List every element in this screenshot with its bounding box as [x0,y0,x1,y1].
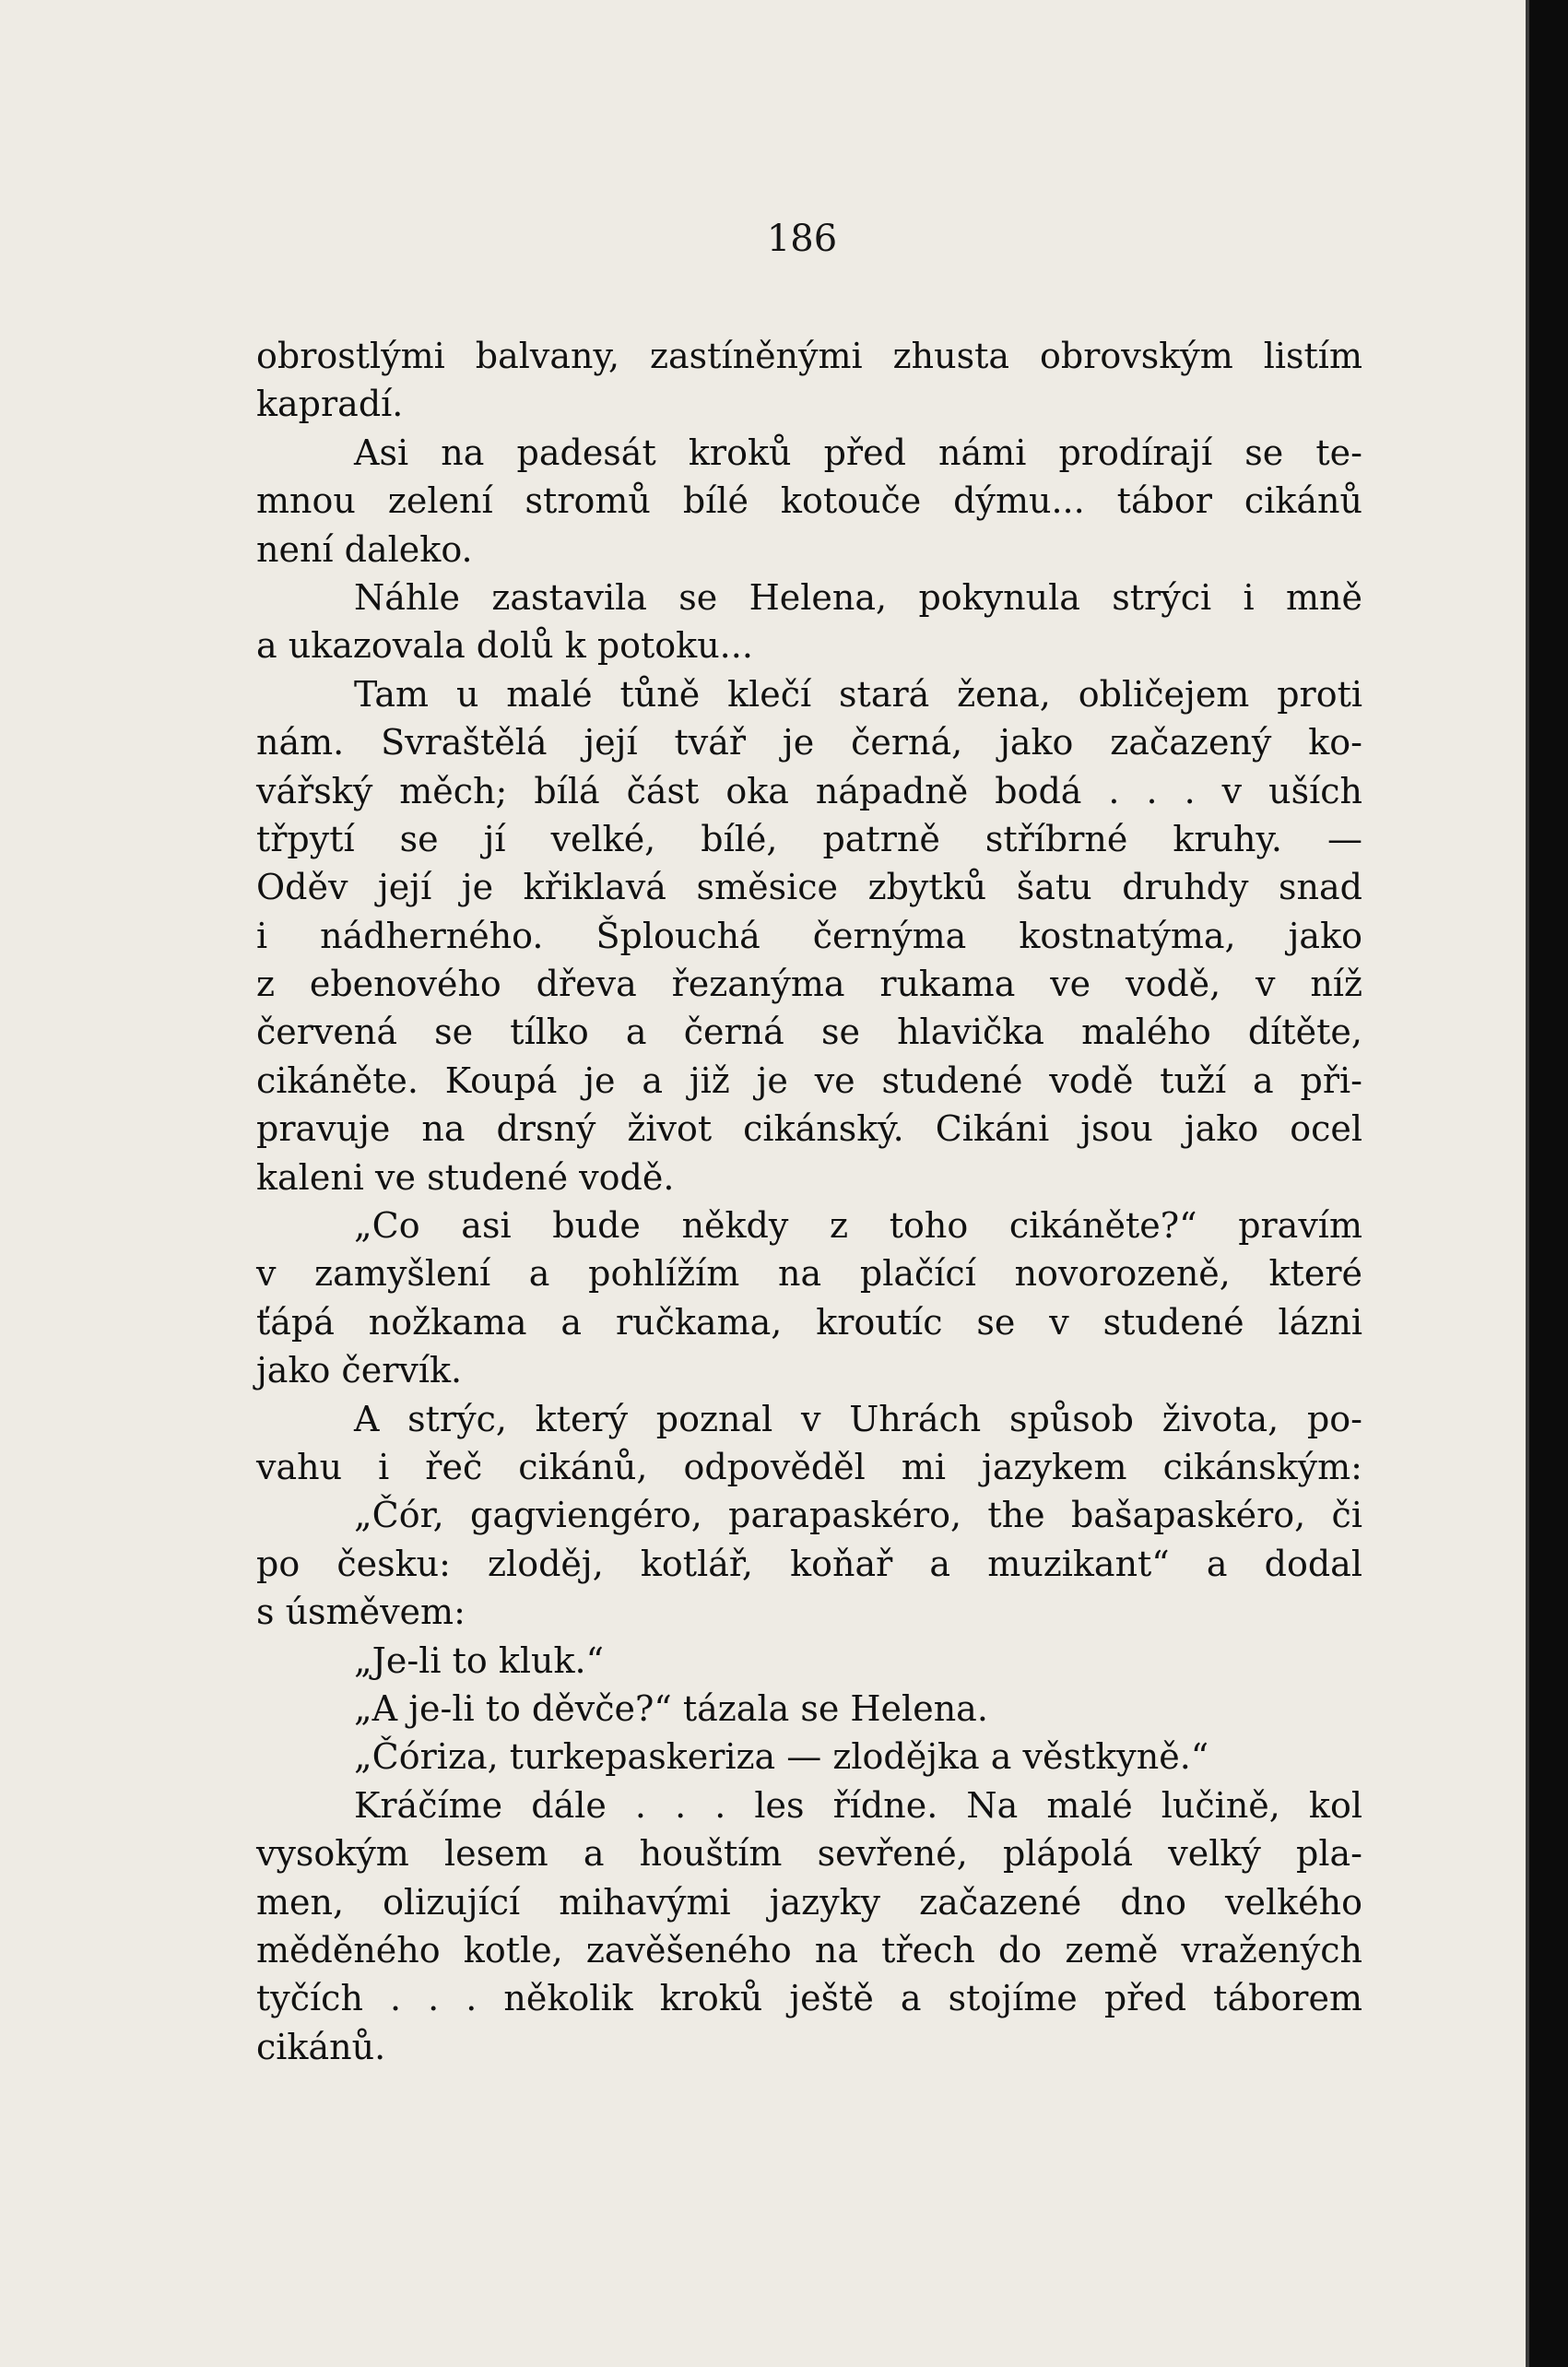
text-line: Asi na padesát kroků před námi prodírají se te- [354,432,1362,473]
text-line: kapradí. [256,384,404,425]
text-line: „Čóriza, turkepaskeriza — zlodějka a věstkyně.“ [354,1736,1209,1778]
text-line: „A je-li to děvče?“ tázala se Helena. [354,1687,988,1729]
text-line: Kráčíme dále . . . les řídne. Na malé lučině, kol [354,1784,1362,1826]
text-line: obrostlými balvany, zastíněnými zhusta obrovským listím [256,336,1362,376]
book-spine-edge [1526,0,1568,2367]
text-line: s úsměvem: [256,1592,466,1633]
text-line: třpytí se jí velké, bílé, patrně stříbrné kruhy. — [256,818,1362,859]
text-line: A strýc, který poznal v Uhrách spůsob života, po- [354,1398,1362,1439]
text-line: vahu i řeč cikánů, odpověděl mi jazykem cikánským: [256,1446,1362,1487]
text-line: po česku: zloděj, kotlář, koňař a muzikant“ a dodal [256,1543,1362,1584]
text-line: „Čór, gagviengéro, parapaskéro, the bašapaskéro, či [354,1495,1362,1536]
text-line: jako červík. [256,1350,463,1391]
text-line: červená se tílko a černá se hlavička malého dítěte, [256,1012,1362,1053]
text-line: „Je-li to kluk.“ [354,1639,605,1681]
page-number: 186 [766,218,838,260]
text-line: nám. Svraštělá její tvář je černá, jako začazený ko- [256,722,1362,763]
text-line: a ukazovala dolů k potoku... [256,625,753,667]
text-line: není daleko. [256,528,473,570]
text-line: i nádherného. Šplouchá černýma kostnatýma, jako [256,915,1362,956]
text-line: v zamyšlení a pohlížím na plačící novorozeně, které [256,1253,1362,1295]
text-line: Náhle zastavila se Helena, pokynula strýci i mně [354,576,1362,618]
text-line: Oděv její je křiklavá směsice zbytků šatu druhdy snad [256,867,1362,908]
text-line: cikánů. [256,2026,386,2067]
text-line: vářský měch; bílá část oka nápadně bodá . . . v uších [256,770,1362,811]
text-line: men, olizující mihavými jazyky začazené dno velkého [256,1881,1362,1923]
text-line: cikáněte. Koupá je a již je ve studené vodě tuží a při- [256,1059,1362,1101]
text-line: pravuje na drsný život cikánský. Cikáni jsou jako ocel [256,1108,1362,1150]
text-line: vysokým lesem a houštím sevřené, plápolá velký pla- [256,1833,1362,1875]
text-line: měděného kotle, zavěšeného na třech do země vražených [256,1929,1362,1971]
text-line: ťápá nožkama a ručkama, kroutíc se v studené lázni [256,1301,1362,1343]
text-line: „Co asi bude někdy z toho cikáněte?“ pravím [354,1205,1362,1247]
text-line: kaleni ve studené vodě. [256,1156,675,1198]
text-line: mnou zelení stromů bílé kotouče dýmu... tábor cikánů [256,480,1362,522]
text-line: z ebenového dřeva řezanýma rukama ve vodě, v níž [256,964,1362,1005]
text-line: Tam u malé tůně klečí stará žena, obličejem proti [354,673,1362,715]
text-line: tyčích . . . několik kroků ještě a stojíme před táborem [256,1978,1362,2019]
body-text [256,332,1362,2071]
